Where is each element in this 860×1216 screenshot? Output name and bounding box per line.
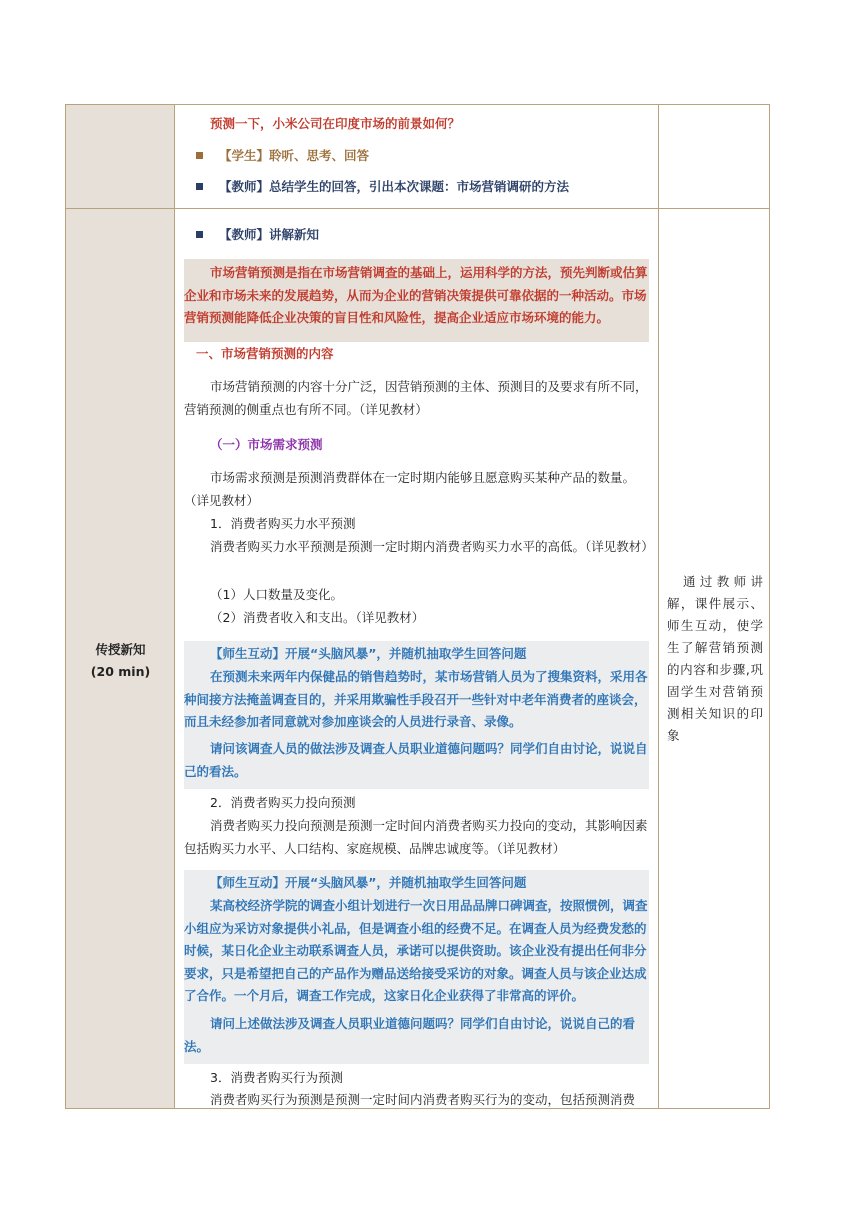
interaction-title: 【师生互动】开展“头脑风暴”，并随机抽取学生回答问题	[210, 646, 527, 661]
interaction-box	[184, 641, 649, 789]
definition-text: 市场营销预测是指在市场营销调查的基础上，运用科学的方法，预先判断或估算企业和市场未来的发展趋势，从而为企业的营销决策提供可靠依据的一种活动。市场营销预测能降低企业决策的盲目性和风险性，提高企业适应市场环境的能力。	[184, 265, 648, 325]
note-cell	[659, 105, 769, 208]
content-cell	[175, 209, 659, 1108]
item-title: 1．消费者购买力水平预测	[210, 516, 356, 531]
interaction-case: 某高校经济学院的调查小组计划进行一次日用品品牌口碑调查，按照惯例，调查小组应为采访对象提供小礼品，但是调查小组的经费不足。在调查人员为经费发愁的时候，某日化企业主动联系调查人员，承诺可以提供资助。该企业没有提出任何非分要求，只是希望把自己的产品作为赠品送给接受采访的对象。调查人员与该企业达成了合作。一个月后，调查工作完成，这家日化企业获得了非常高的评价。	[184, 898, 648, 1003]
interaction-box	[184, 870, 649, 1064]
square-bullet-icon	[196, 183, 203, 190]
item-point: （1）人口数量及变化。	[210, 587, 343, 602]
intro-question: 预测一下，小米公司在印度市场的前景如何？	[210, 116, 461, 131]
item-point: （2）消费者收入和支出。（详见教材）	[210, 610, 425, 625]
section-text: 市场营销预测的内容十分广泛，因营销预测的主体、预测目的及要求有所不同，营销预测的侧重点也有所不同。（详见教材）	[184, 379, 648, 417]
interaction-case: 在预测未来两年内保健品的销售趋势时，某市场营销人员为了搜集资料，采用各种间接方法掩盖调查目的，并采用欺骗性手段召开一些针对中老年消费者的座谈会，而且未经参加者同意就对参加座谈会的人员进行录音、录像。	[184, 669, 648, 729]
item-text: 消费者购买力投向预测是预测一定时间内消费者购买力投向的变动，其影响因素包括购买力水平、人口结构、家庭规模、品牌忠诚度等。（详见教材）	[184, 818, 648, 856]
table-row	[66, 105, 769, 209]
table-row	[66, 209, 769, 1108]
subsection-heading: （一）市场需求预测	[210, 437, 323, 452]
design-note: 通过教师讲解，课件展示、师生互动，使学生了解营销预测的内容和步骤,巩固学生对营销预测相关知识的印象	[667, 574, 763, 743]
content-cell	[175, 105, 659, 208]
item-text: 消费者购买行为预测是预测一定时间内消费者购买行为的变动，包括预测消费	[210, 1092, 636, 1107]
item-title: 3．消费者购买行为预测	[210, 1070, 343, 1085]
stage-duration: (20 min)	[90, 664, 151, 679]
item-text: 消费者购买力水平预测是预测一定时期内消费者购买力水平的高低。（详见教材）	[210, 539, 654, 554]
interaction-title: 【师生互动】开展“头脑风暴”，并随机抽取学生回答问题	[210, 875, 527, 890]
square-bullet-icon	[196, 231, 203, 238]
lesson-plan-table	[65, 104, 770, 1109]
student-activity: 【学生】聆听、思考、回答	[196, 146, 369, 166]
item-title: 2．消费者购买力投向预测	[210, 795, 356, 810]
teacher-activity: 【教师】总结学生的回答，引出本次课题：市场营销调研的方法	[196, 177, 569, 197]
stage-label	[66, 639, 175, 683]
interaction-question: 请问该调查人员的做法涉及调查人员职业道德问题吗？同学们自由讨论，说说自己的看法。	[184, 741, 648, 779]
stage-cell	[66, 209, 175, 1108]
note-cell	[659, 209, 769, 1108]
stage-cell	[66, 105, 175, 208]
teacher-explain: 【教师】讲解新知	[196, 225, 319, 245]
interaction-question: 请问上述做法涉及调查人员职业道德问题吗？同学们自由讨论，说说自己的看法。	[184, 1016, 636, 1054]
square-bullet-icon	[196, 152, 203, 159]
section-heading: 一、市场营销预测的内容	[196, 346, 334, 361]
subsection-text: 市场需求预测是预测消费群体在一定时期内能够且愿意购买某种产品的数量。（详见教材）	[184, 470, 636, 508]
stage-name: 传授新知	[95, 642, 146, 657]
